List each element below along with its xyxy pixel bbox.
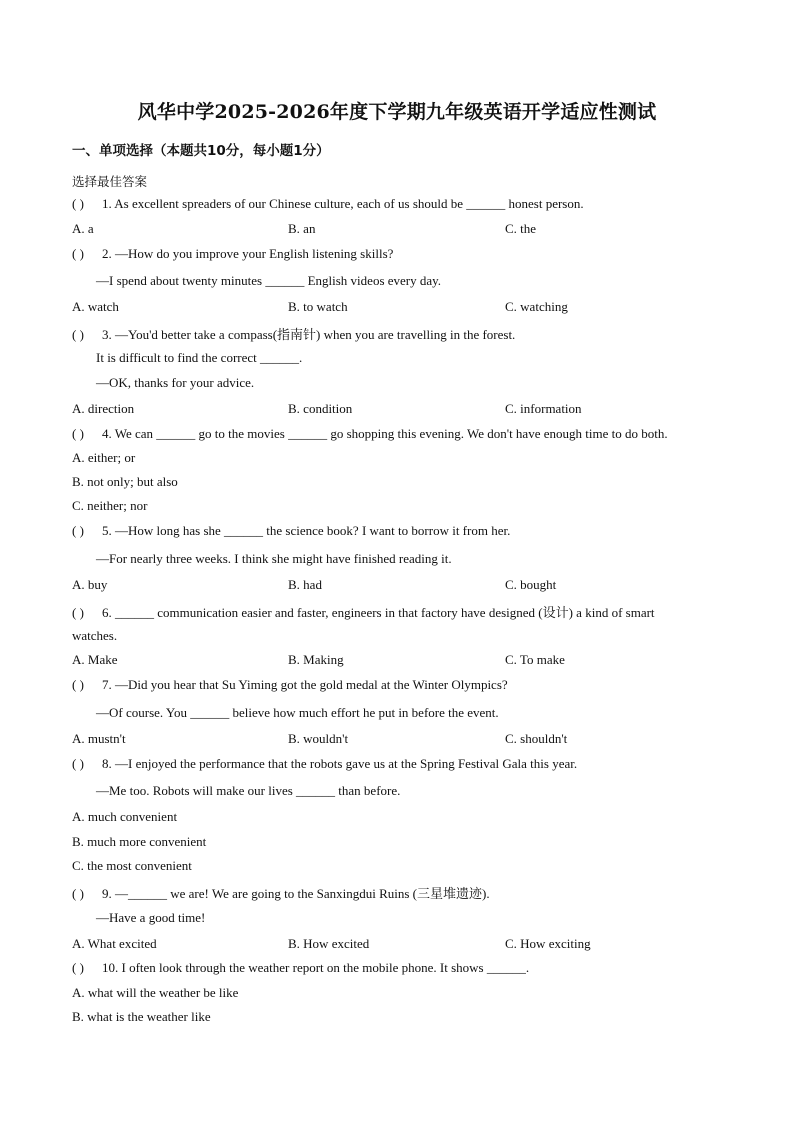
question-stem: 7. —Did you hear that Su Yiming got the gold medal at the Winter Olympics? [102, 677, 508, 692]
question-line: watches. [72, 628, 118, 643]
option-a: A. watch [72, 299, 119, 314]
question-line: —Have a good time! [96, 910, 206, 925]
question-8 [72, 756, 577, 772]
question-6 [72, 602, 655, 621]
question-9 [72, 883, 490, 902]
question-stem: 1. As excellent spreaders of our Chinese culture, each of us should be ______ honest person. [102, 196, 584, 211]
answer-paren: ( ) [72, 196, 84, 211]
question-line: It is difficult to find the correct ______. [96, 350, 303, 365]
option-a: A. either; or [72, 450, 136, 465]
option-c: C. To make [505, 652, 565, 667]
question-4 [72, 426, 668, 442]
question-stem: 8. —I enjoyed the performance that the robots gave us at the Spring Festival Gala this year. [102, 756, 578, 771]
option-c: C. How exciting [505, 936, 591, 951]
option-b: B. condition [288, 401, 353, 416]
option-a: A. buy [72, 577, 108, 592]
answer-paren: ( ) [72, 327, 84, 342]
option-a: A. Make [72, 652, 118, 667]
answer-paren: ( ) [72, 756, 84, 771]
answer-paren: ( ) [72, 523, 84, 538]
section-heading: 一、单项选择（本题共10分，每小题1分） [72, 143, 330, 159]
question-line: —For nearly three weeks. I think she might have finished reading it. [96, 551, 452, 566]
option-c: C. shouldn't [505, 731, 568, 746]
question-stem: 3. —You'd better take a compass(指南针) when you are travelling in the forest. [102, 327, 516, 342]
page-title: 风华中学2025-2026年度下学期九年级英语开学适应性测试 [137, 101, 657, 123]
option-b: B. an [288, 221, 316, 236]
question-stem: 10. I often look through the weather report on the mobile phone. It shows ______. [102, 960, 530, 975]
question-3 [72, 324, 515, 343]
option-c: C. the [505, 221, 537, 236]
option-a: A. What excited [72, 936, 157, 951]
question-5 [72, 523, 510, 539]
question-stem: 6. ______ communication easier and faster, engineers in that factory have designed (设计) a kind of smart [102, 605, 655, 620]
option-b: B. wouldn't [288, 731, 349, 746]
option-c: C. information [505, 401, 582, 416]
option-a: A. much convenient [72, 809, 178, 824]
answer-paren: ( ) [72, 886, 84, 901]
option-b: B. Making [288, 652, 344, 667]
instruction: 选择最佳答案 [72, 174, 148, 189]
option-a: A. mustn't [72, 731, 126, 746]
question-2 [72, 246, 393, 262]
option-c: C. neither; nor [72, 498, 148, 513]
option-b: B. much more convenient [72, 834, 207, 849]
answer-paren: ( ) [72, 426, 84, 441]
question-10 [72, 960, 529, 976]
question-line: —Of course. You ______ believe how much effort he put in before the event. [96, 705, 499, 720]
answer-paren: ( ) [72, 605, 84, 620]
answer-paren: ( ) [72, 960, 84, 975]
answer-paren: ( ) [72, 677, 84, 692]
option-b: B. what is the weather like [72, 1009, 211, 1024]
option-b: B. had [288, 577, 322, 592]
question-7 [72, 677, 508, 693]
question-stem: 2. —How do you improve your English listening skills? [102, 246, 394, 261]
question-1 [72, 196, 584, 212]
option-b: B. not only; but also [72, 474, 178, 489]
option-a: A. direction [72, 401, 135, 416]
option-b: B. to watch [288, 299, 348, 314]
question-stem: 9. —______ we are! We are going to the Sanxingdui Ruins (三星堆遗迹). [102, 886, 490, 901]
option-c: C. the most convenient [72, 858, 192, 873]
option-a: A. what will the weather be like [72, 985, 239, 1000]
option-c: C. watching [505, 299, 568, 314]
option-a: A. a [72, 221, 94, 236]
option-b: B. How excited [288, 936, 370, 951]
question-line: —OK, thanks for your advice. [96, 375, 255, 390]
question-stem: 4. We can ______ go to the movies ______ go shopping this evening. We don't have enough time to do both. [102, 426, 668, 441]
question-line: —I spend about twenty minutes ______ English videos every day. [96, 273, 442, 288]
question-stem: 5. —How long has she ______ the science book? I want to borrow it from her. [102, 523, 511, 538]
option-c: C. bought [505, 577, 557, 592]
question-line: —Me too. Robots will make our lives ______ than before. [96, 783, 401, 798]
answer-paren: ( ) [72, 246, 84, 261]
